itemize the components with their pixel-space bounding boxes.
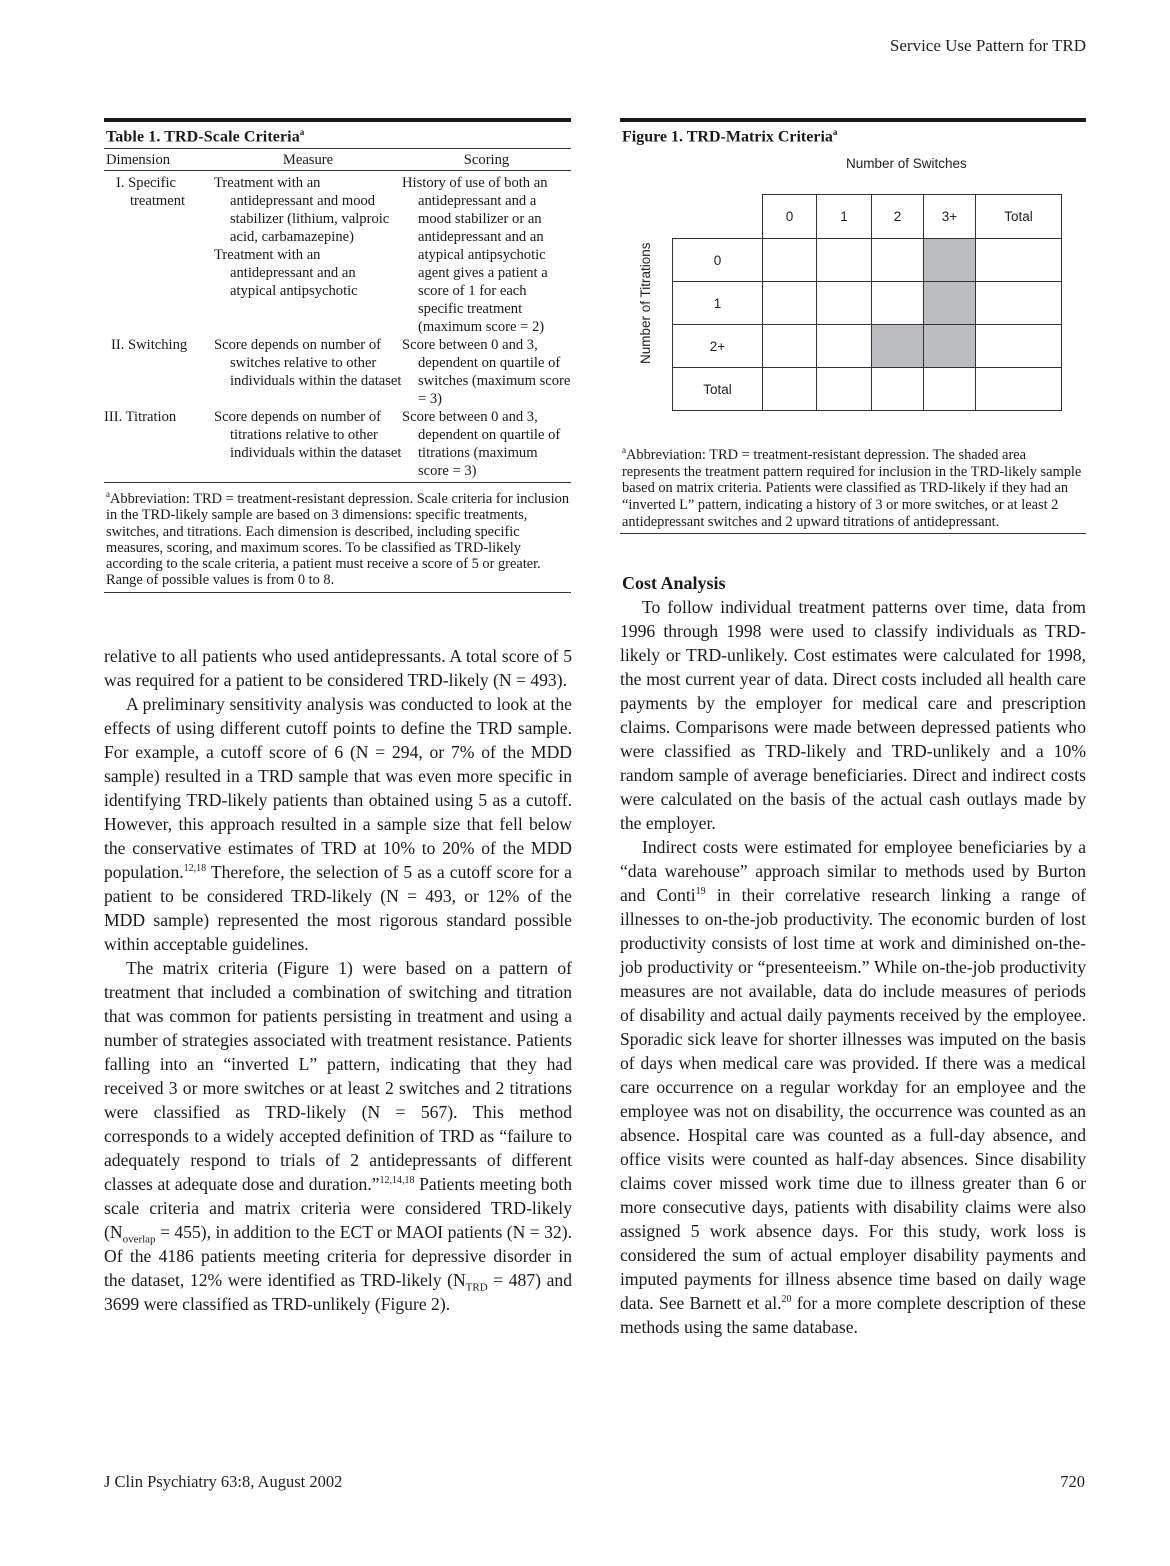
measure-text: Treatment with an antidepressant and mood stabilizer (lithium, valproic acid, carbamazepine) <box>214 175 390 246</box>
matrix-cell <box>975 238 1062 282</box>
dimension-label: I. Specific <box>116 175 176 192</box>
scoring-cell <box>402 171 571 337</box>
column-header-switches: 2 <box>871 194 924 239</box>
matrix-cell-shaded <box>923 281 976 325</box>
matrix-cell-shaded <box>923 324 976 368</box>
dimension-cell <box>104 408 214 480</box>
paragraph <box>620 835 1086 1339</box>
measure-cell <box>214 336 402 408</box>
paragraph: relative to all patients who used antidepressants. A total score of 5 was required for a patient to be considered TRD-likely (N = 493). <box>104 646 572 690</box>
dimension-label-cont: treatment <box>130 193 186 210</box>
column-header-switches: 3+ <box>923 194 976 239</box>
y-axis-label: Number of Titrations <box>638 242 653 365</box>
row-header-titrations: 0 <box>672 238 763 282</box>
matrix-cell <box>871 238 924 282</box>
column-header-measure: Measure <box>214 149 402 171</box>
column-header-switches: Total <box>975 194 1062 239</box>
scoring-text: Score between 0 and 3, dependent on quartile of titrations (maximum score = 3) <box>402 409 561 480</box>
dimension-cell <box>104 336 214 408</box>
paragraph: To follow individual treatment patterns over time, data from 1996 through 1998 were used to classify individuals as TRD-likely or TRD-unlikely. Cost estimates were calculated for 1998, the most current year of data. Direct costs included all health care payments by the employer for medical care and prescription claims. Comparisons were made between depressed patients who were classified as TRD-likely and TRD-unlikely and a 10% random sample of average beneficiaries. Direct and indirect costs were calculated on the basis of the actual cash outlays made by the employer. <box>620 597 1086 833</box>
table-header-row <box>104 149 571 171</box>
table-1 <box>104 118 571 593</box>
text-run: A preliminary sensitivity analysis was conducted to look at the effects of using different cutoff points to define the TRD sample. For example, a cutoff score of 6 (N = 294, or 7% of the MDD sample) resulted in a TRD sample that was even more specific in identifying TRD-likely patients than obtained using 5 as a cutoff. However, this approach resulted in a sample size that fell below the conservative estimates of TRD at 10% to 20% of the MDD population. <box>104 694 572 882</box>
figure-title-text: Figure 1. TRD-Matrix Criteria <box>622 128 833 146</box>
table-footnote-text: Abbreviation: TRD = treatment-resistant depression. Scale criteria for inclusion in the TRD-likely sample are based on 3 dimensions: specific treatments, switches, and titrations. Each dimension is described, including specific measures, scoring, and maximum scores. To be classified as TRD-likely according to the scale criteria, a patient must receive a score of 5 or greater. Range of possible values is from 0 to 8. <box>106 491 570 589</box>
matrix-cell <box>762 367 817 411</box>
table-title-footnote-mark: a <box>299 127 305 137</box>
text-run: The matrix criteria (Figure 1) were based on a pattern of treatment that included a combination of switching and titration that was common for patients persisting in treatment and using a number of strategies associated with treatment resistance. Patients falling into an “inverted L” pattern, indicating that they had received 3 or more switches or at least 2 switches and 2 titrations were classified as TRD-likely (N = 567). This method corresponds to a widely accepted definition of TRD as “failure to adequately respond to trials of 2 antidepressants of different classes at adequate dose and duration.” <box>104 958 572 1194</box>
paragraph <box>104 692 572 956</box>
x-axis-label: Number of Switches <box>846 156 967 172</box>
footnote-mark: a <box>106 489 110 500</box>
text-run: Therefore, the selection of 5 as a cutoff score for a patient to be considered TRD-likely (N = 493, or 12% of the MDD sample) represented the most rigorous standard possible within acceptable guidelines. <box>104 862 572 954</box>
matrix-cell <box>816 367 872 411</box>
table-row <box>104 408 571 480</box>
matrix-cell <box>762 238 817 282</box>
figure-footnote-text: Abbreviation: TRD = treatment-resistant depression. The shaded area represents the treatment pattern required for inclusion in the TRD-likely sample based on matrix criteria. Patients were classified as TRD-likely if they had an “inverted L” pattern, indicating a history of 3 or more switches, or at least 2 antidepressant switches and 2 upward titrations of antidepressant. <box>622 447 1082 530</box>
text-run: Indirect costs were estimated for employee beneficiaries by a “data warehouse” approach similar to methods used by Burton and Conti <box>620 837 1086 905</box>
figure-title <box>622 127 1086 146</box>
right-column-body <box>620 571 1086 1339</box>
column-header-dimension: Dimension <box>104 149 214 171</box>
left-column-body <box>104 644 572 1316</box>
figure-1 <box>620 118 1086 534</box>
column-header-switches: 1 <box>816 194 872 239</box>
text-run: = 455), in addition to the ECT or MAOI patients (N = 32). Of the 4186 patients meeting criteria for depressive disorder in the dataset, 12% were identified as TRD-likely (N <box>104 1222 572 1290</box>
treatment-matrix <box>620 146 1086 436</box>
matrix-cell <box>816 281 872 325</box>
text-run: = 487) and 3699 were classified as TRD-unlikely (Figure 2). <box>104 1270 572 1314</box>
matrix-cell <box>762 324 817 368</box>
dimension-label: II. Switching <box>111 337 188 354</box>
measure-cell <box>214 408 402 480</box>
text-run: in their correlative research linking a range of illnesses to on-the-job productivity. The economic burden of lost productivity consists of lost time at work and diminished on-the-job productivity or “presenteeism.” While on-the-job productivity measures are not available, data do include measures of periods of disability and actual daily payments received by the employee. Sporadic sick leave for shorter illnesses was imputed on the basis of days when medical care was provided. If there was a medical care occurrence on a regular workday for an employee and the employee was not on disability, the occurrence was counted as an absence. Hospital care was counted as a full-day absence, and office visits were counted as half-day absences. Since disability claims cover missed work time due to illness greater than 6 or more consecutive days, patients with disability claims were also assigned 5 work absence days. For this study, work loss is considered the sum of actual employer disability payments and imputed payments for illness absence time based on daily wage data. See Barnett et al. <box>620 885 1087 1313</box>
subscript: TRD <box>465 1281 488 1294</box>
matrix-cell <box>871 367 924 411</box>
measure-cell <box>214 171 402 337</box>
row-header-titrations: 2+ <box>672 324 763 368</box>
row-header-titrations: Total <box>672 367 763 411</box>
column-header-scoring: Scoring <box>402 149 571 171</box>
measure-text: Score depends on number of switches relative to other individuals within the dataset <box>214 337 402 390</box>
citation: 12,14,18 <box>379 1175 415 1187</box>
table-row <box>104 336 571 408</box>
figure-footnote <box>620 436 1086 534</box>
citation: 12,18 <box>183 863 207 875</box>
page-number: 720 <box>1060 1472 1085 1491</box>
matrix-cell <box>816 324 872 368</box>
scoring-text: Score between 0 and 3, dependent on quartile of switches (maximum score = 3) <box>402 337 571 408</box>
dimension-label: III. Titration <box>104 409 177 426</box>
figure-title-footnote-mark: a <box>832 127 838 137</box>
criteria-table <box>104 148 571 480</box>
row-header-titrations: 1 <box>672 281 763 325</box>
table-footnote <box>104 482 571 593</box>
column-header-switches: 0 <box>762 194 817 239</box>
measure-text: Score depends on number of titrations relative to other individuals within the dataset <box>214 409 402 462</box>
matrix-cell-shaded <box>871 324 924 368</box>
matrix-cell <box>975 281 1062 325</box>
measure-text: Treatment with an antidepressant and an atypical antipsychotic <box>214 247 358 300</box>
section-heading-cost-analysis: Cost Analysis <box>622 573 726 593</box>
citation: 20 <box>781 1294 792 1306</box>
matrix-cell <box>816 238 872 282</box>
matrix-cell <box>975 324 1062 368</box>
footnote-mark: a <box>622 445 626 456</box>
paragraph <box>104 956 572 1316</box>
matrix-cell <box>923 367 976 411</box>
subscript: overlap <box>122 1233 156 1246</box>
running-head: Service Use Pattern for TRD <box>889 36 1086 55</box>
matrix-cell-shaded <box>923 238 976 282</box>
text-run: Patients meeting both scale criteria and matrix criteria were considered TRD-likely (N <box>104 1174 572 1242</box>
text-run: for a more complete description of these methods using the same database. <box>620 1293 1086 1337</box>
figure-top-rule <box>620 118 1086 122</box>
journal-citation: J Clin Psychiatry 63:8, August 2002 <box>104 1472 343 1491</box>
table-title <box>106 127 571 146</box>
scoring-text: History of use of both an antidepressant and a mood stabilizer or an antidepressant and an atypical antipsychotic agent gives a patient a score of 1 for each specific treatment (maximum score = 2) <box>402 175 548 336</box>
matrix-cell <box>975 367 1062 411</box>
table-top-rule <box>104 118 571 122</box>
dimension-cell <box>104 171 214 337</box>
scoring-cell <box>402 336 571 408</box>
table-title-text: Table 1. TRD-Scale Criteria <box>106 128 300 146</box>
citation: 19 <box>695 886 706 898</box>
matrix-cell <box>871 281 924 325</box>
matrix-cell <box>762 281 817 325</box>
table-row <box>104 171 571 337</box>
scoring-cell <box>402 408 571 480</box>
